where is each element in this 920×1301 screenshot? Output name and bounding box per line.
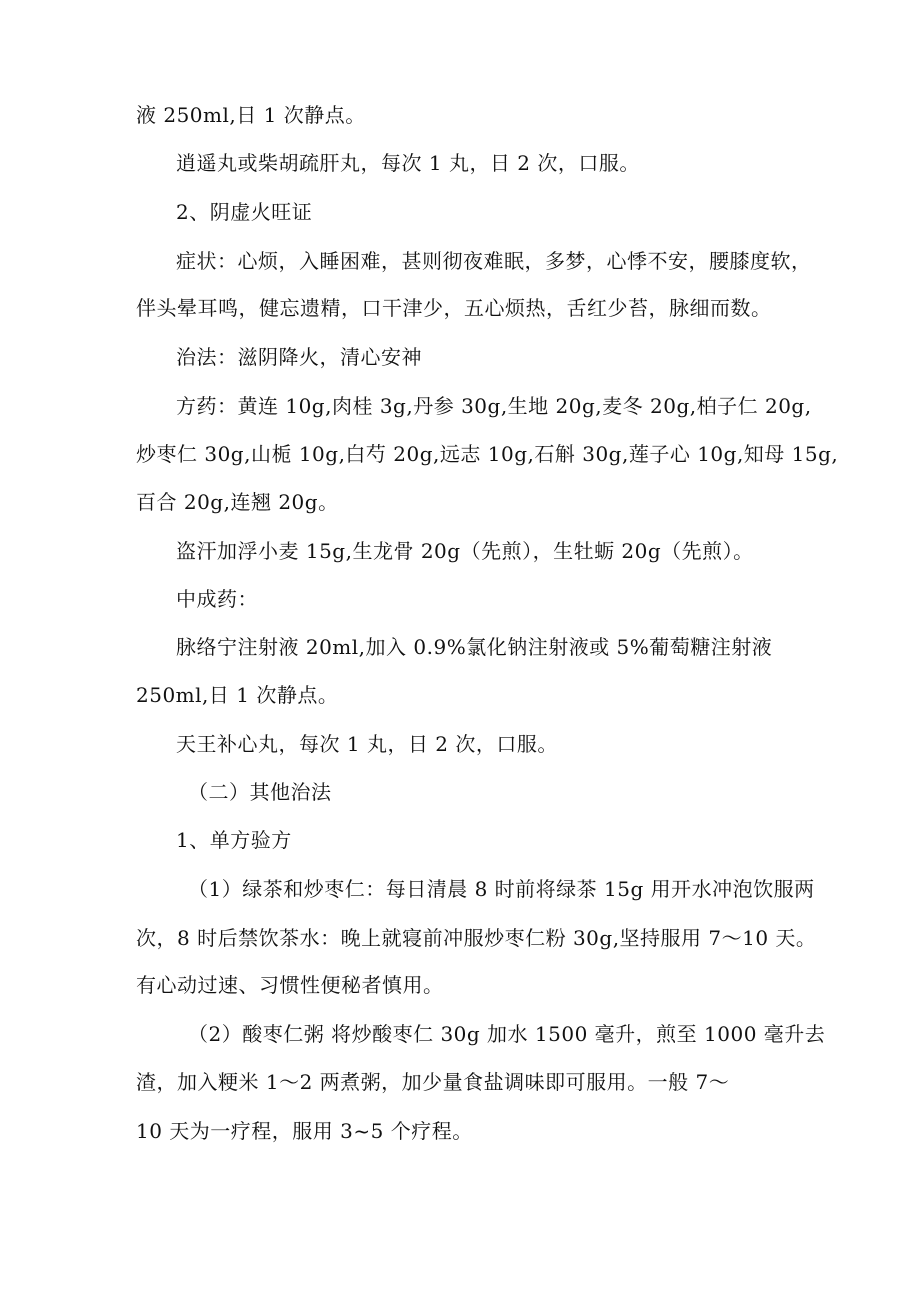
text-line: 脉络宁注射液 20ml,加入 0.9%氯化钠注射液或 5%葡萄糖注射液 bbox=[176, 635, 773, 659]
text-line: （2）酸枣仁粥 将炒酸枣仁 30g 加水 1500 毫升，煎至 1000 毫升去 bbox=[188, 1022, 826, 1046]
text-line: 逍遥丸或柴胡疏肝丸，每次 1 丸，日 2 次，口服。 bbox=[176, 151, 640, 175]
text-line: 伴头晕耳鸣，健忘遗精，口干津少，五心烦热，舌红少苔，脉细而数。 bbox=[136, 296, 772, 320]
section-heading: 2、阴虚火旺证 bbox=[176, 200, 313, 224]
text-line: 炒枣仁 30g,山栀 10g,白芍 20g,远志 10g,石斛 30g,莲子心 10g,知母 15g, bbox=[136, 442, 839, 466]
text-line: 百合 20g,连翘 20g。 bbox=[136, 490, 339, 514]
text-line: 方药：黄连 10g,肉桂 3g,丹参 30g,生地 20g,麦冬 20g,柏子仁 20g, bbox=[176, 394, 812, 418]
text-line: 天王补心丸，每次 1 丸，日 2 次，口服。 bbox=[176, 732, 558, 756]
text-line: 250ml,日 1 次静点。 bbox=[136, 683, 339, 707]
text-line: 次，8 时后禁饮茶水：晚上就寝前冲服炒枣仁粉 30g,坚持服用 7～10 天。 bbox=[136, 926, 817, 950]
section-heading: 1、单方验方 bbox=[176, 828, 292, 852]
text-line: 10 天为一疗程，服用 3~5 个疗程。 bbox=[136, 1119, 473, 1143]
text-line: （1）绿茶和炒枣仁：每日清晨 8 时前将绿茶 15g 用开水冲泡饮服两 bbox=[188, 877, 815, 901]
text-line: 盗汗加浮小麦 15g,生龙骨 20g（先煎），生牡蛎 20g（先煎）。 bbox=[176, 539, 754, 563]
text-line: 液 250ml,日 1 次静点。 bbox=[136, 103, 366, 127]
text-line: 治法：滋阴降火，清心安神 bbox=[176, 345, 422, 369]
section-heading: （二）其他治法 bbox=[188, 780, 332, 804]
text-line: 症状：心烦，入睡困难，甚则彻夜难眠，多梦，心悸不安，腰膝度软， bbox=[176, 249, 812, 273]
text-line: 渣，加入粳米 1～2 两煮粥，加少量食盐调味即可服用。一般 7～ bbox=[136, 1070, 730, 1094]
text-line: 中成药： bbox=[176, 587, 258, 611]
text-line: 有心动过速、习惯性便秘者慎用。 bbox=[136, 973, 444, 997]
